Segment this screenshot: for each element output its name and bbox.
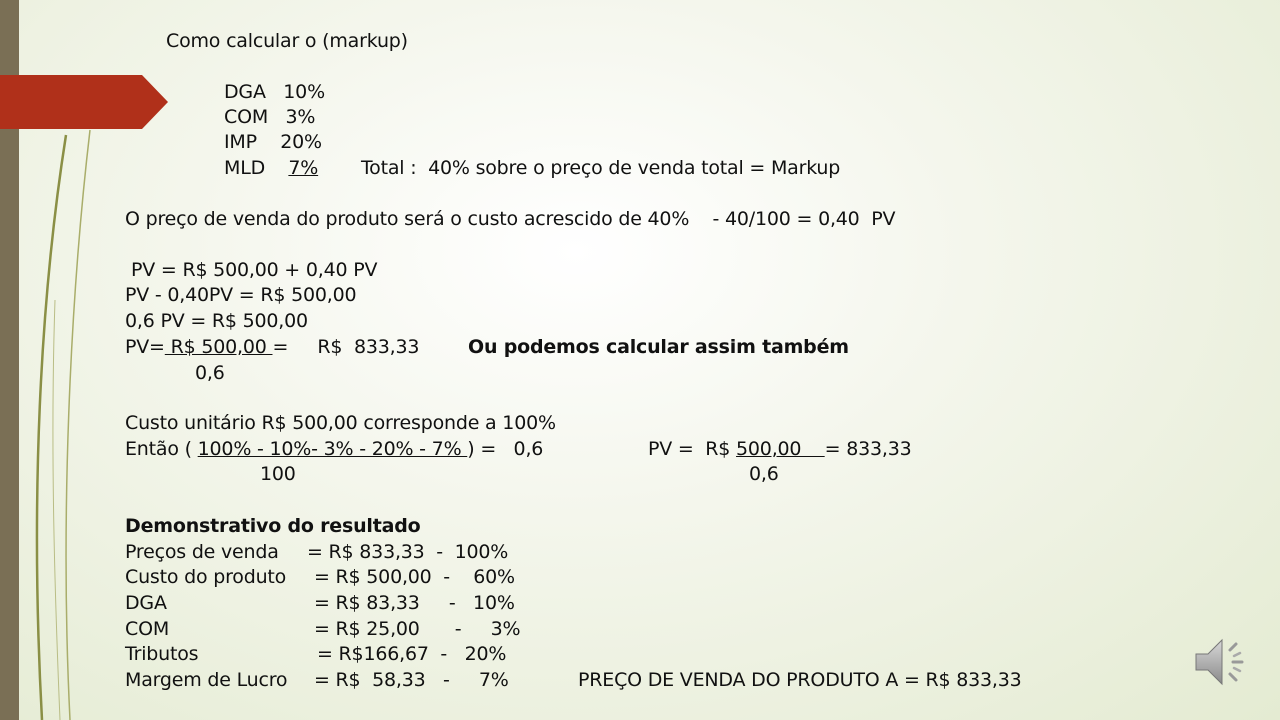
item-com: COM 3% xyxy=(224,106,316,128)
item-dga: DGA 10% xyxy=(224,81,325,103)
alternative-note: Ou podemos calcular assim também xyxy=(468,336,849,358)
demo-label: DGA xyxy=(125,592,167,614)
demo-value: = R$ 25,00 - 3% xyxy=(314,618,521,640)
total-text: Total : 40% sobre o preço de venda total = Markup xyxy=(361,157,841,179)
pv2-line: PV = R$ 500,00 = 833,33 xyxy=(648,438,912,460)
equation-1: PV = R$ 500,00 + 0,40 PV xyxy=(131,259,378,281)
demo-value: = R$ 58,33 - 7% xyxy=(314,669,509,691)
speaker-icon[interactable] xyxy=(1190,630,1254,694)
demo-label: COM xyxy=(125,618,170,640)
slide-title: Como calcular o (markup) xyxy=(166,30,408,52)
demo-label: Tributos xyxy=(125,643,199,665)
entao-denominator: 100 xyxy=(260,463,296,485)
item-imp: IMP 20% xyxy=(224,131,322,153)
pv2-denominator: 0,6 xyxy=(749,463,779,485)
equation-2: PV - 0,40PV = R$ 500,00 xyxy=(125,284,357,306)
demo-title: Demonstrativo do resultado xyxy=(125,515,421,537)
demo-label: Margem de Lucro xyxy=(125,669,288,691)
demo-label: Custo do produto xyxy=(125,566,287,588)
equation-3: 0,6 PV = R$ 500,00 xyxy=(125,310,308,332)
item-mld: MLD 7% xyxy=(224,157,319,179)
equation-4-denominator: 0,6 xyxy=(195,362,225,384)
custo-line: Custo unitário R$ 500,00 corresponde a 100% xyxy=(125,412,556,434)
demo-value: = R$ 83,33 - 10% xyxy=(314,592,515,614)
demo-label: Preços de venda xyxy=(125,541,279,563)
pv-intro: O preço de venda do produto será o custo acrescido de 40% - 40/100 = 0,40 PV xyxy=(125,208,896,230)
equation-4: PV= R$ 500,00 = R$ 833,33 xyxy=(125,336,420,358)
demo-value: = R$ 833,33 - 100% xyxy=(307,541,509,563)
demo-value: = R$ 500,00 - 60% xyxy=(314,566,515,588)
ribbon-arrow xyxy=(0,75,170,129)
entao-line: Então ( 100% - 10%- 3% - 20% - 7% ) = 0,6 xyxy=(125,438,544,460)
demo-value: = R$166,67 - 20% xyxy=(317,643,507,665)
final-price: PREÇO DE VENDA DO PRODUTO A = R$ 833,33 xyxy=(578,669,1022,691)
